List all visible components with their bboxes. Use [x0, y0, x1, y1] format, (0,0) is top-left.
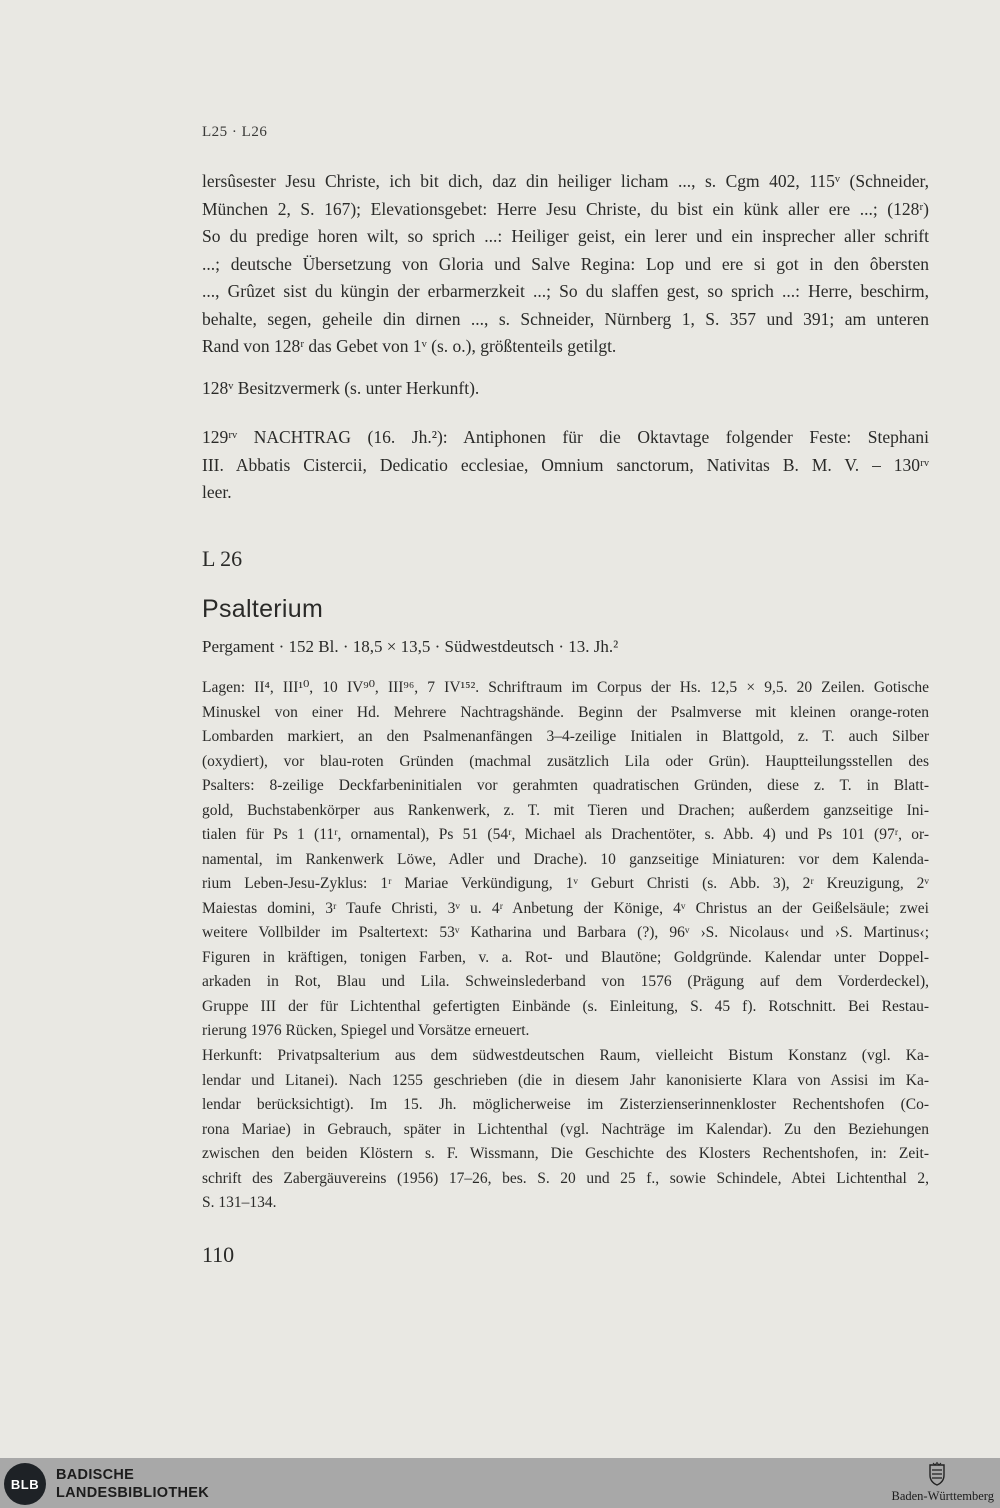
state-label: Baden-Württemberg — [891, 1489, 994, 1503]
text-line: schrift des Zabergäuvereins (1956) 17–26, bes. S. 20 und 25 f., sowie Schindele, Abtei Lichtenthal 2, — [202, 1169, 929, 1187]
entry-meta: Pergament · 152 Bl. · 18,5 × 13,5 · Südwestdeutsch · 13. Jh.² — [202, 637, 619, 656]
text-line: Rand von 128ʳ das Gebet von 1ᵛ (s. o.), größtenteils getilgt. — [202, 336, 617, 356]
text-line: Psalters: 8-zeilige Deckfarbeninitialen vor gerahmten quadratischen Gründen, diese z. T. in Blatt- — [202, 777, 929, 794]
text-line: gold, Buchstabenkörper aus Rankenwerk, z. T. mit Tieren und Drachen; außerdem ganzseitige Ini- — [202, 801, 929, 819]
text-line: arkaden in Rot, Blau und Lila. Schweinslederband von 1576 (Prägung auf dem Vorderdeckel), — [202, 973, 929, 990]
text-line: Gruppe III der für Lichtenthal gefertigten Einbände (s. Einleitung, S. 45 f). Rotschnitt. Bei Restau- — [202, 997, 929, 1015]
text-line: Maiestas domini, 3ʳ Taufe Christi, 3ᵛ u. 4ʳ Anbetung der Könige, 4ᵛ Christus an der Geißelsäule; zwei — [202, 899, 929, 917]
text-line: tialen für Ps 1 (11ʳ, ornamental), Ps 51 (54ʳ, Michael als Drachentöter, s. Abb. 4) und Ps 101 (97ʳ, or- — [202, 826, 929, 843]
text-line: weitere Vollbilder im Psaltertext: 53ᵛ Katharina und Barbara (?), 96ᵛ ›S. Nicolaus‹ und ›S. Martinus‹; — [202, 924, 929, 941]
coat-of-arms-icon — [924, 1461, 950, 1487]
text-line: lersûsester Jesu Christe, ich bit dich, daz din heiliger licham ..., s. Cgm 402, 115ᵛ (Schneider, — [202, 171, 929, 191]
library-footer — [0, 1458, 1000, 1508]
text-line: III. Abbatis Cistercii, Dedicatio ecclesiae, Omnium sanctorum, Nativitas B. M. V. – 130ʳᵛ — [202, 454, 929, 475]
note-129 — [202, 424, 929, 507]
text-line: Lagen: II⁴, III¹⁰, 10 IV⁹⁰, III⁹⁶, 7 IV¹⁵². Schriftraum im Corpus der Hs. 12,5 × 9,5. 20 Zeilen. Gotische — [202, 679, 929, 696]
description-paragraph — [202, 676, 929, 1044]
text-line: rona Mariae) in Gebrauch, später in Lichtenthal (vgl. Nachträge im Kalendar). Zu den Beziehungen — [202, 1120, 929, 1138]
provenance-paragraph — [202, 1044, 929, 1216]
page-number: 110 — [202, 1242, 235, 1267]
text-line: Minuskel von einer Hd. Mehrere Nachtragshände. Beginn der Psalmverse mit kleinen orange-roten — [202, 703, 929, 721]
entry-id: L 26 — [202, 546, 243, 571]
library-name[interactable] — [56, 1466, 209, 1502]
text-line: lendar berücksichtigt). Im 15. Jh. möglicherweise im Zisterzienserinnenkloster Rechentshofen (Co- — [202, 1096, 929, 1113]
text-line: behalte, segen, geheile din dirnen ..., s. Schneider, Nürnberg 1, S. 357 und 391; am unteren — [202, 308, 929, 329]
text-line: Herkunft: Privatpsalterium aus dem südwestdeutschen Raum, vielleicht Bistum Konstanz (vgl. Ka- — [202, 1047, 929, 1064]
library-name-line1: BADISCHE — [56, 1467, 135, 1483]
text-line: rierung 1976 Rücken, Spiegel und Vorsätze erneuert. — [202, 1022, 530, 1039]
text-line: S. 131–134. — [202, 1194, 277, 1211]
text-line: München 2, S. 167); Elevationsgebet: Herre Jesu Christe, du bist ein künk aller ere ...; (128ʳ) — [202, 198, 929, 219]
text-line: zwischen den beiden Klöstern s. F. Wissmann, Die Geschichte des Klosters Rechentshofen, in: Zeit- — [202, 1145, 929, 1162]
entry-title: Psalterium — [202, 595, 324, 623]
text-line: (oxydiert), vor blau-roten Gründen (machmal zusätzlich Lila oder Grün). Hauptteilungsstellen des — [202, 752, 929, 770]
text-line: lendar und Litanei). Nach 1255 geschrieben (die in diesem Jahr kanonisierte Klara von Assisi im Ka- — [202, 1071, 929, 1089]
text-line: rium Leben-Jesu-Zyklus: 1ʳ Mariae Verkündigung, 1ᵛ Geburt Christi (s. Abb. 3), 2ʳ Kreuzigung, 2ᵛ — [202, 875, 929, 892]
text-line: So du predige horen wilt, so sprich ...: Heiliger geist, ein lerer und ein insprecher aller schrift — [202, 226, 929, 246]
running-head: L25 · L26 — [202, 124, 268, 140]
text-line: Lombarden markiert, an den Psalmenanfängen 3–4-zeilige Initialen in Blattgold, z. T. auch Silber — [202, 728, 929, 745]
text-line: namental, im Rankenwerk Löwe, Adler und Drache). 10 ganzseitige Miniaturen: vor dem Kalenda- — [202, 850, 929, 868]
text-line: Figuren in kräftigen, tonigen Farben, v. a. Rot- und Blautöne; Goldgründe. Kalendar unter Doppel- — [202, 948, 929, 966]
continuation-paragraph — [202, 168, 929, 361]
text-line: leer. — [202, 482, 232, 502]
blb-logo[interactable]: BLB — [4, 1463, 46, 1505]
text-line: ...; deutsche Übersetzung von Gloria und Salve Regina: Lop und ere si got in den ôbersten — [202, 253, 929, 274]
library-name-line2: LANDESBIBLIOTHEK — [56, 1485, 210, 1501]
note-128v: 128ᵛ Besitzvermerk (s. unter Herkunft). — [202, 378, 480, 398]
text-line: 129ʳᵛ NACHTRAG (16. Jh.²): Antiphonen für die Oktavtage folgender Feste: Stephani — [202, 427, 929, 447]
text-line: ..., Grûzet sist du küngin der erbarmerzkeit ...; So du slaffen gest, so sprich ...: Herre, beschirm, — [202, 281, 929, 301]
